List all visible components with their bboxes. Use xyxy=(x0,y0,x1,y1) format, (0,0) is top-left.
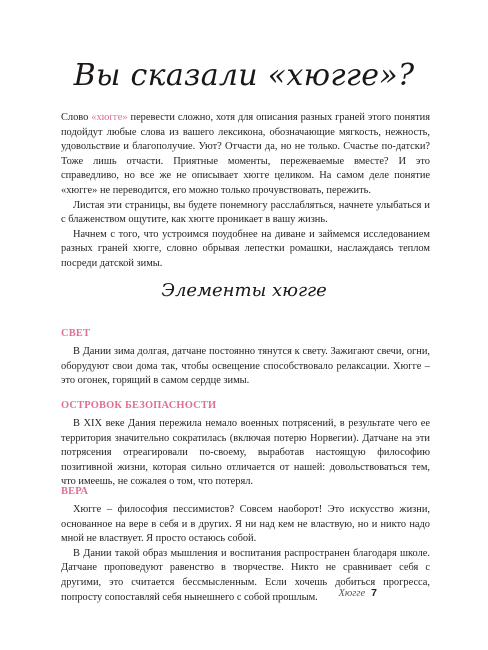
intro-paragraph-1 xyxy=(61,111,430,199)
section-heading-light: СВЕТ xyxy=(61,328,91,339)
section-subtitle: Элементы хюгге xyxy=(161,280,327,301)
running-title: Хюгге xyxy=(338,588,366,599)
intro-paragraph-2: Листая эти страницы, вы будете понемногу расслабляться, начнете улыбаться и с блаженством ощутите, как хюгге проникает в вашу жизнь. xyxy=(61,199,430,226)
intro-text xyxy=(61,111,430,272)
intro-p1-after: перевести сложно, хотя для описания разных граней этого понятия подойдут любые слова из вашего лексикона, обозначающие мягкость, нежность, удовольствие и благополучие. Уют? Отчасти да, но не только. Счастье по-датски? Тоже лишь отчасти. Приятные моменты, пережеваемые вместе? И это справедливо, но все же не описывает хюгге целиком. На самом деле понятие «хюгге» не переводится, его можно только прочувствовать, пережить. xyxy=(61,112,430,196)
page-footer xyxy=(338,586,377,601)
section-safety xyxy=(61,399,430,490)
section-heading-faith: ВЕРА xyxy=(61,486,89,497)
section-text-light: В Дании зима долгая, датчане постоянно тянутся к свету. Зажигают свечи, огни, оборудуют свои дома так, чтобы освещение способствовало релаксации. Хюгге – это огонек, горящий в самом сердце зимы. xyxy=(61,346,430,387)
intro-paragraph-3: Начнем с того, что устроимся поудобнее на диване и займемся исследованием разных граней хюгге, словно обрывая лепестки ромашки, наслаждаясь теплом посреди датской зимы. xyxy=(61,228,430,269)
section-text-faith-2: В Дании такой образ мышления и воспитания распространен благодаря школе. Датчане проповедуют равенство в творчестве. Никто не сравнивает себя с другими, это считается бессмысленным. Если хочешь добиться прогресса, попросту сопоставляй себя нынешнего с собой прошлым. xyxy=(61,547,430,603)
page-number: 7 xyxy=(371,587,377,599)
section-text-safety: В XIX веке Дания пережила немало военных потрясений, в результате чего ее территория значительно сократилась (включая потерю Норвегии). Датчане на эти потрясения отреагировали по-своему, выработав настоящую философию позитивной жизни, которая сильно отличается от нашей: довольствоваться тем, что имеешь, не сожалея о том, что потерял. xyxy=(61,418,430,488)
intro-p1-before: Слово xyxy=(61,112,92,123)
section-text-faith: Хюгге – философия пессимистов? Совсем наоборот! Это искусство жизни, основанное на вере в себя и в других. Я ни над кем не властвую, но и никто надо мной не властвует. Я просто остаюсь собой. xyxy=(61,504,430,545)
section-light xyxy=(61,327,430,389)
page-title: Вы сказали «хюгге»? xyxy=(73,58,415,93)
section-heading-safety: ОСТРОВОК БЕЗОПАСНОСТИ xyxy=(61,400,217,411)
highlighted-word: «хюгге» xyxy=(91,112,128,123)
